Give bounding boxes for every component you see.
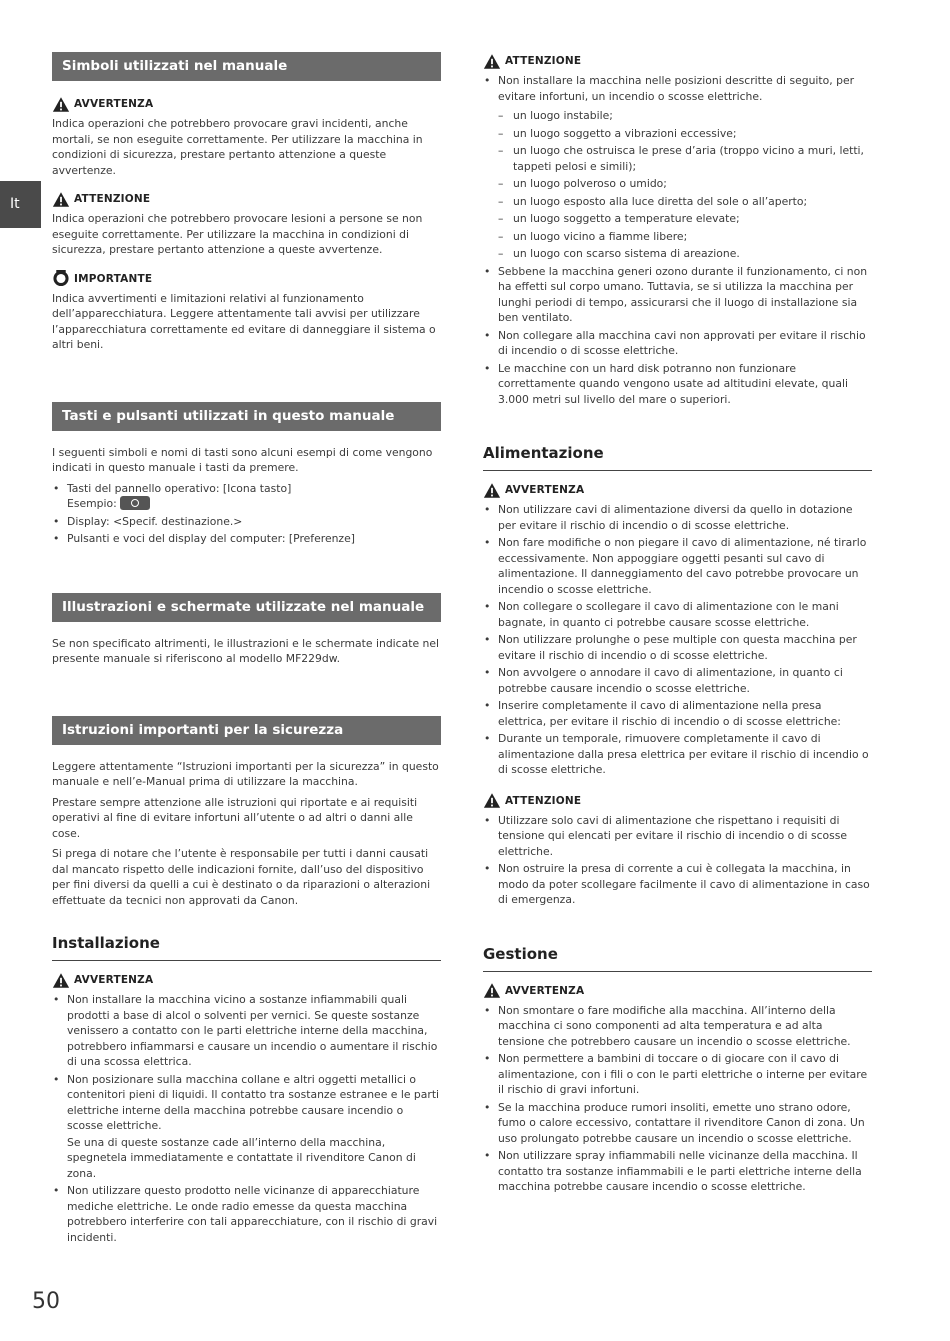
caution-top-label (483, 52, 872, 70)
safety-section-title: Istruzioni importanti per la sicurezza (52, 716, 441, 745)
list-item (483, 73, 872, 262)
list-item: • Utilizzare solo cavi di alimentazione che rispettano i requisiti di tensione qui elencati per evitare il rischio di incendio o di scosse elettriche. (483, 813, 872, 860)
list-item: • Non permettere a bambini di toccare o di giocare con il cavo di alimentazione, con i fili o con le parti elettriche o interne per evitare il rischio di gravi infortuni. (483, 1051, 872, 1098)
power-heading: Alimentazione (483, 443, 872, 471)
warning-triangle-icon (483, 982, 501, 999)
caution-label-text: ATTENZIONE (505, 794, 582, 807)
list-item: • Non utilizzare prolunghe o pese multiple con questa macchina per evitare il rischio di incendio o di scosse elettriche. (483, 632, 872, 663)
power-warning-label (483, 481, 872, 499)
warning-triangle-icon (52, 972, 70, 989)
power-warning-list (483, 502, 872, 778)
keys-example-label: Esempio: (67, 497, 117, 510)
installation-heading: Installazione (52, 933, 441, 961)
list-item: – un luogo vicino a fiamme libere; (498, 229, 872, 245)
list-item-text: Non posizionare sulla macchina collane e altri oggetti metallici o contenitori pieni di liquidi. Il contatto tra sostanze estranee e le parti elettriche interne della macchina potrebbe causare incendio o scosse elettriche. (67, 1072, 440, 1132)
illustrations-text: Se non specificato altrimenti, le illustrazioni e le schermate indicate nel presente manuale si riferiscono al modello MF229dw. (52, 636, 440, 665)
list-item: – un luogo instabile; (498, 108, 872, 124)
safety-paragraph: Si prega di notare che l’utente è responsabile per tutti i danni causati dal mancato rispetto delle indicazioni fornite, dall’uso del dispositivo per fini diversi da quelli a cui è destinato o da riparazioni o alterazioni effettuate da tecnici non approvati da Canon. (52, 847, 431, 907)
caution-label (52, 190, 441, 208)
list-item-text: Non installare la macchina nelle posizioni descritte di seguito, per evitare infortuni, un incendio o scosse elettriche. (498, 74, 855, 103)
symbols-section-title: Simboli utilizzati nel manuale (52, 52, 441, 81)
warning-label-text: AVVERTENZA (74, 98, 154, 110)
installation-warning-list (52, 992, 441, 1245)
list-item: • Non installare la macchina vicino a sostanze infiammabili quali prodotti a base di alcol o solventi per vernici. Se queste sostanze venissero a contatto con le parti elettriche interne della macchina, potrebbero infiammarsi e causare un incendio o aumentare il rischio di una scossa elettrica. (52, 992, 441, 1070)
keys-list (52, 481, 441, 547)
left-column (52, 52, 441, 1247)
keys-item-panel: Tasti del pannello operativo: [Icona tasto] (67, 481, 292, 495)
keys-intro: I seguenti simboli e nomi di tasti sono alcuni esempi di come vengono indicati in questo manuale i tasti da premere. (52, 445, 433, 474)
list-item: – un luogo esposto alla luce diretta del sole o all’aperto; (498, 194, 872, 210)
list-item: • Non ostruire la presa di corrente a cui è collegata la macchina, in modo da poter scollegare facilmente il cavo di alimentazione in caso di emergenza. (483, 861, 872, 908)
list-item: • Non fare modifiche o non piegare il cavo di alimentazione, né tirarlo eccessivamente. Non appoggiare oggetti pesanti sul cavo di alimentazione. Il danneggiamento del cavo potrebbe provocare un incendio o scosse elettriche. (483, 535, 872, 597)
safety-paragraph: Prestare sempre attenzione alle istruzioni qui riportate e ai requisiti operativi al fine di evitare infortuni all’utente o ad altri o danni alle cose. (52, 795, 418, 840)
list-item: • Non utilizzare cavi di alimentazione diversi da quello in dotazione per evitare il rischio di incendio o di scosse elettriche. (483, 502, 872, 533)
caution-label-text: ATTENZIONE (74, 193, 151, 205)
list-item: – un luogo soggetto a temperature elevate; (498, 211, 872, 227)
list-item: • Non utilizzare spray infiammabili nelle vicinanze della macchina. Il contatto tra sostanze infiammabili e le parti elettriche interne della macchina potrebbe causare incendio o scosse elettriche. (483, 1148, 872, 1195)
places-list (483, 108, 872, 262)
list-item: • Inserire completamente il cavo di alimentazione nella presa elettrica, per evitare il rischio di incendio o di scosse elettriche: (483, 698, 872, 729)
warning-triangle-icon (52, 96, 70, 113)
warning-label-text: AVVERTENZA (505, 484, 585, 496)
management-heading: Gestione (483, 944, 872, 972)
management-warning-list (483, 1003, 872, 1195)
list-item: • Se la macchina produce rumori insoliti, emette uno strano odore, fumo o calore eccessivo, contattare il rivenditore Canon di zona. Un uso prolungato potrebbe causare un incendio o scosse elettriche. (483, 1100, 872, 1147)
caution-description: Indica operazioni che potrebbero provocare lesioni a persone se non eseguite correttamente. Per utilizzare la macchina in condizioni di sicurezza, prestare pertanto attenzione a queste avvertenze. (52, 212, 423, 256)
list-item: • Non collegare o scollegare il cavo di alimentazione con le mani bagnate, in quanto ci potrebbe causare scosse elettriche. (483, 599, 872, 630)
warning-label-text: AVVERTENZA (74, 974, 154, 986)
important-circle-icon (52, 270, 70, 287)
installation-warning-label (52, 971, 441, 989)
list-item: – un luogo con scarso sistema di areazione. (498, 246, 872, 262)
list-item (52, 481, 441, 512)
warning-description: Indica operazioni che potrebbero provocare gravi incidenti, anche mortali, se non eseguite correttamente. Per utilizzare la macchina in condizioni di sicurezza, prestare pertanto attenzione a queste avvertenze. (52, 117, 423, 177)
management-warning-label (483, 982, 872, 1000)
right-column (483, 52, 872, 1197)
page-number: 50 (32, 1289, 60, 1314)
warning-triangle-icon (483, 482, 501, 499)
important-label (52, 270, 441, 288)
illustrations-section-title: Illustrazioni e schermate utilizzate nel manuale (52, 593, 441, 622)
list-item: • Le macchine con un hard disk potranno non funzionare correttamente quando vengono usate ad altitudini elevate, quali 3.000 metri sul livello del mare o superiori. (483, 361, 872, 408)
caution-top-list (483, 73, 872, 407)
warning-triangle-icon (483, 53, 501, 70)
power-caution-list (483, 813, 872, 908)
list-item: • Non utilizzare questo prodotto nelle vicinanze di apparecchiature mediche elettriche. Le onde radio emesse da questa macchina potrebbero interferire con tali apparecchiature, con il rischio di gravi incidenti. (52, 1183, 441, 1245)
list-item: • Display: <Specif. destinazione.> (52, 514, 441, 530)
key-button-icon (120, 496, 150, 510)
keys-section-title: Tasti e pulsanti utilizzati in questo manuale (52, 402, 441, 431)
safety-paragraph: Leggere attentamente “Istruzioni importanti per la sicurezza” in questo manuale e nell’e-Manual prima di utilizzare la macchina. (52, 759, 439, 788)
caution-label-text: ATTENZIONE (505, 55, 582, 67)
important-label-text: IMPORTANTE (74, 272, 153, 285)
warning-triangle-icon (483, 792, 501, 809)
list-item: – un luogo che ostruisca le prese d’aria (troppo vicino a muri, letti, tappeti pelosi e simili); (498, 143, 872, 174)
list-item (52, 1072, 441, 1182)
list-item: – un luogo soggetto a vibrazioni eccessive; (498, 126, 872, 142)
list-item: • Non collegare alla macchina cavi non approvati per evitare il rischio di incendio o di scosse elettriche. (483, 328, 872, 359)
warning-label-text: AVVERTENZA (505, 984, 585, 997)
list-item: • Pulsanti e voci del display del computer: [Preferenze] (52, 531, 441, 547)
list-item: – un luogo polveroso o umido; (498, 176, 872, 192)
list-item: • Durante un temporale, rimuovere completamente il cavo di alimentazione dalla presa elettrica per evitare il rischio di incendio o di scosse elettriche. (483, 731, 872, 778)
list-item: • Sebbene la macchina generi ozono durante il funzionamento, ci non ha effetti sul corpo umano. Tuttavia, se si utilizza la macchina per lunghi periodi di tempo, assicurarsi che il luogo di installazione sia ben ventilato. (483, 264, 872, 326)
power-caution-label (483, 792, 872, 810)
list-item-subtext: Se una di queste sostanze cade all’interno della macchina, spegnetela immediatamente e contattate il rivenditore Canon di zona. (67, 1135, 416, 1180)
list-item: • Non smontare o fare modifiche alla macchina. All’interno della macchina ci sono componenti ad alta temperatura e ad alta tensione che potrebbero causare un incendio o scosse elettriche. (483, 1003, 872, 1050)
list-item: • Non avvolgere o annodare il cavo di alimentazione, in quanto ci potrebbe causare incendio o scosse elettriche. (483, 665, 872, 696)
warning-label (52, 95, 441, 113)
important-description: Indica avvertimenti e limitazioni relativi al funzionamento dell’apparecchiatura. Leggere attentamente tali avvisi per utilizzare l’apparecchiatura correttamente ed evitare di danneggiare il sistema o altri beni. (52, 291, 436, 351)
language-tab: It (0, 181, 41, 228)
warning-triangle-icon (52, 191, 70, 208)
